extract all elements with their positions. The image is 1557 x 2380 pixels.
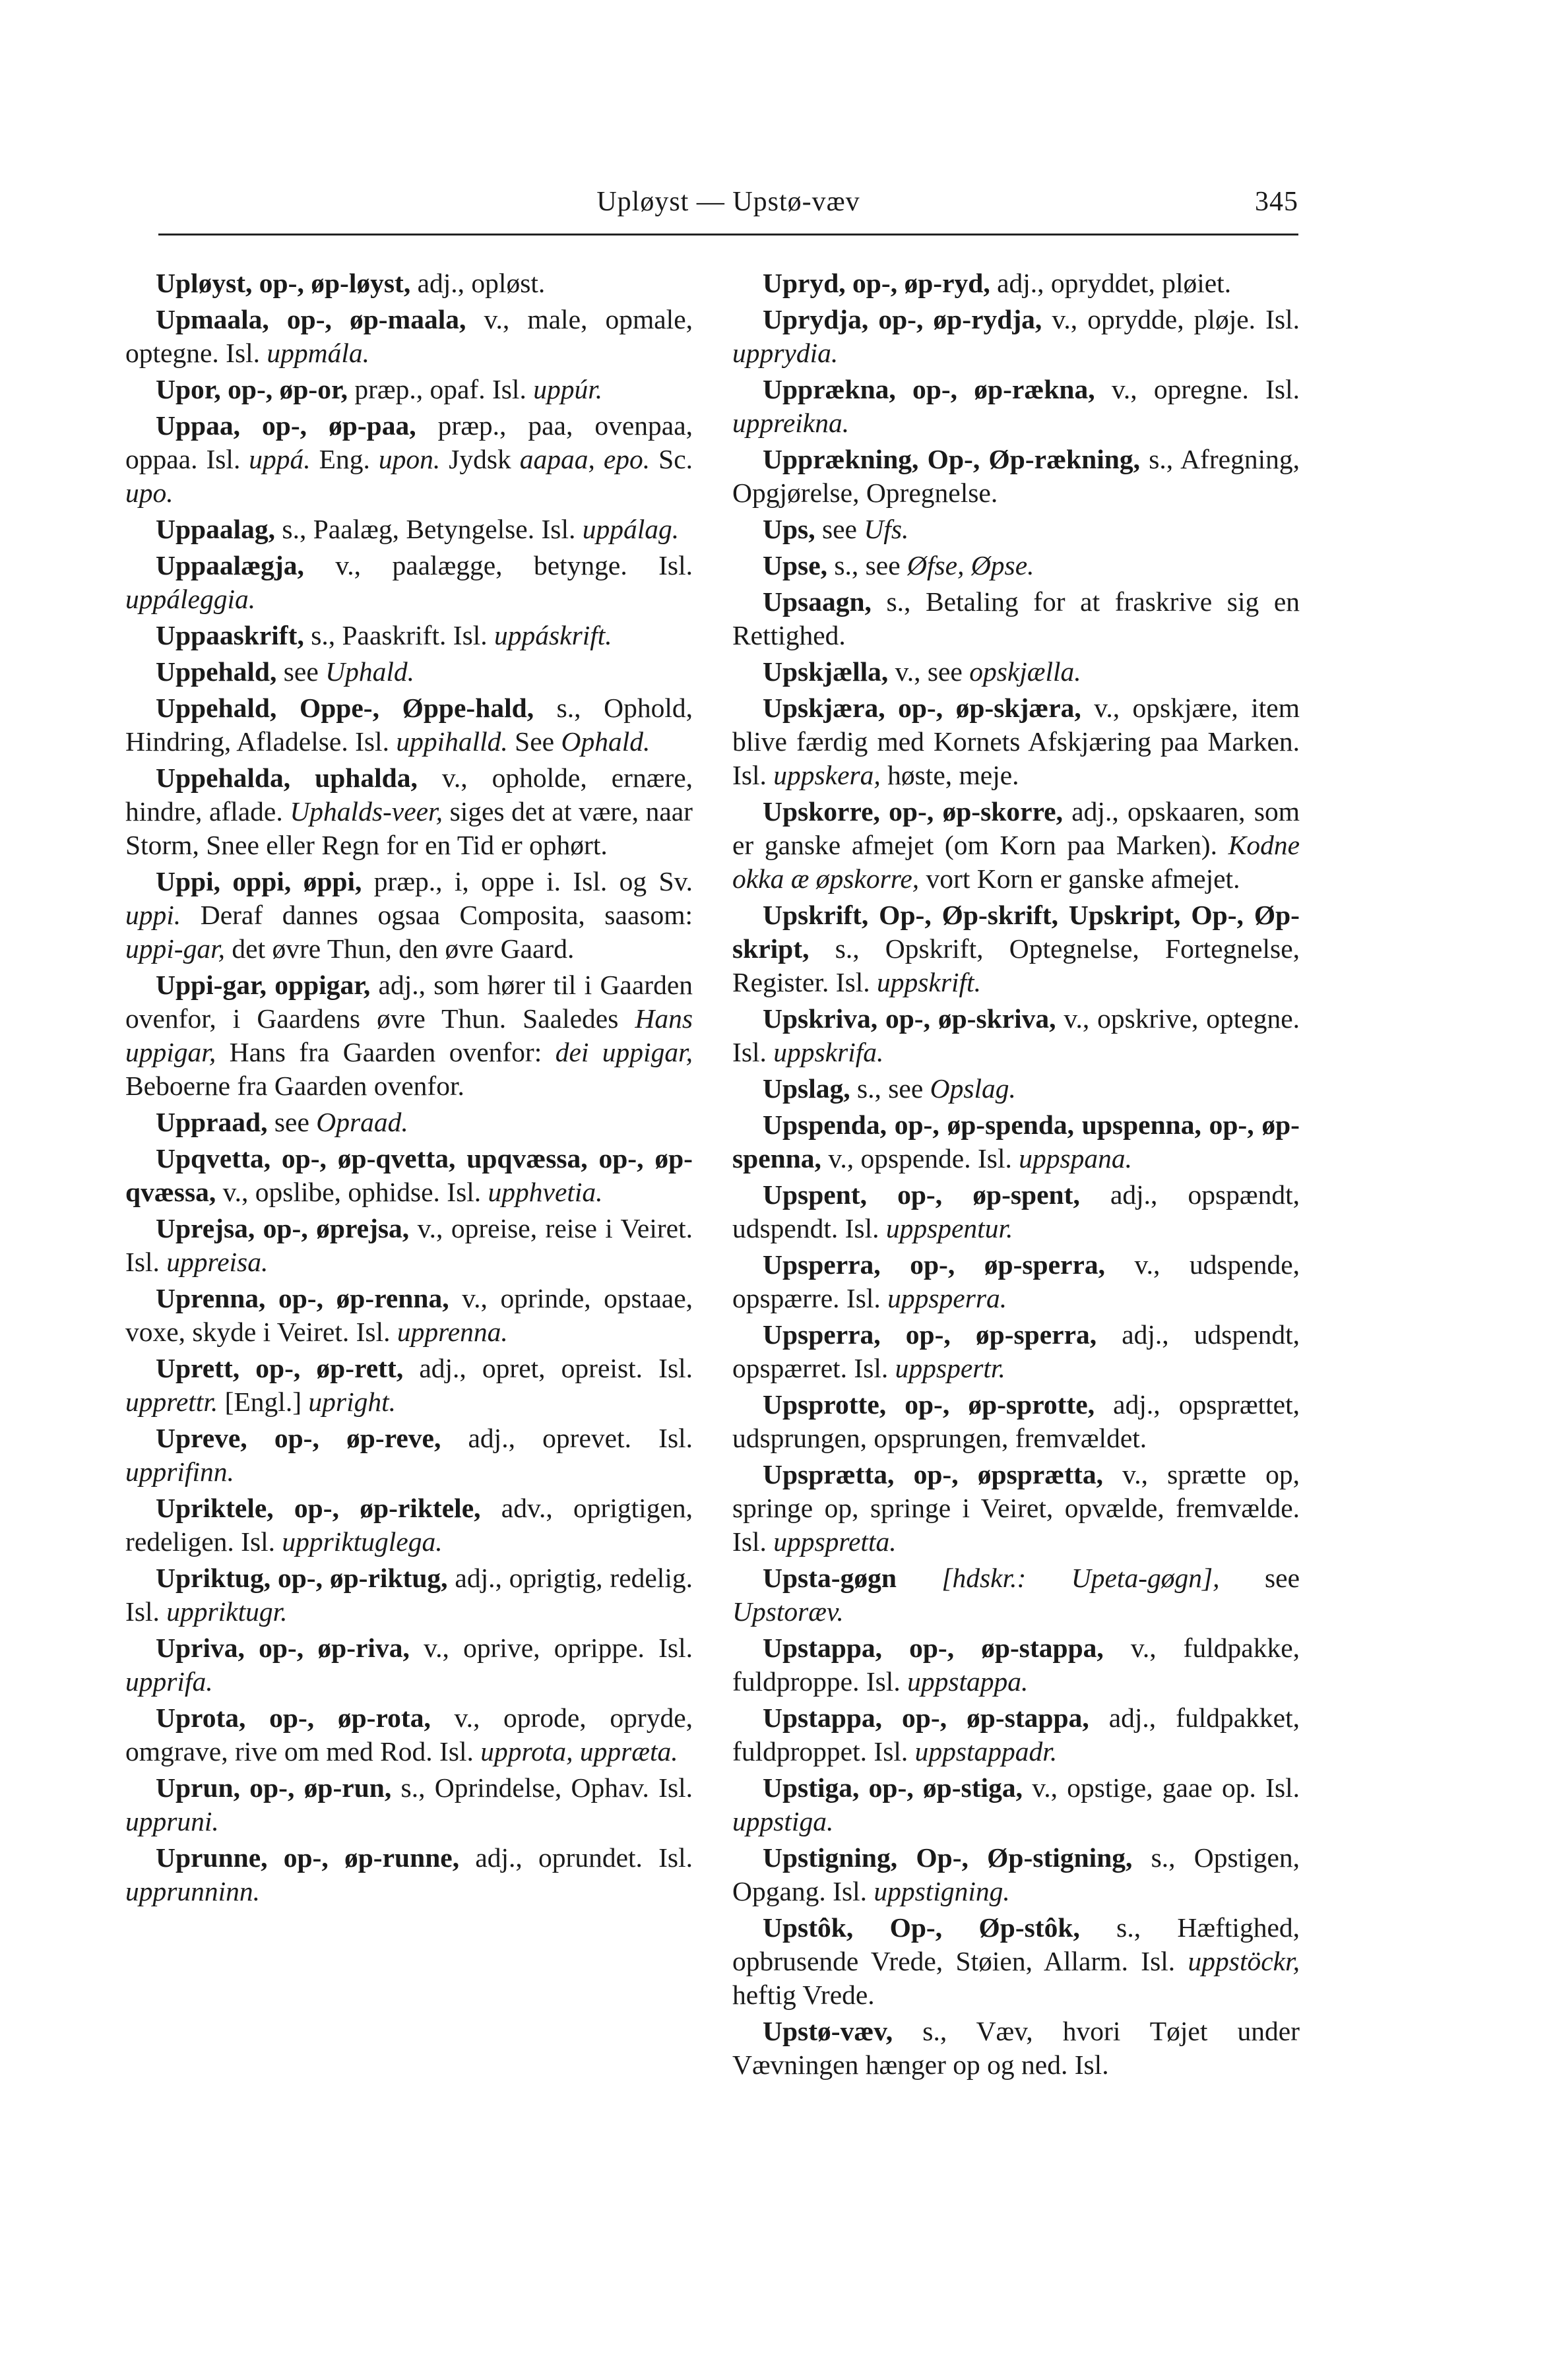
headword: Upsprotte, op-, øp-sprotte, <box>763 1389 1095 1420</box>
headword: Upriva, op-, øp-riva, <box>156 1633 410 1663</box>
dictionary-entry <box>732 1072 1300 1106</box>
headword: Uprenna, op-, øp-renna, <box>156 1283 449 1313</box>
dictionary-entry <box>732 2015 1300 2082</box>
entry-italic-text: uppmála. <box>267 338 369 368</box>
entry-italic-text: uppspentur. <box>885 1213 1013 1243</box>
entry-text: v., oprydde, pløje. Isl. <box>1042 304 1300 334</box>
dictionary-entry <box>125 549 693 616</box>
headword: Uppraad, <box>156 1107 268 1137</box>
entry-italic-text: uppsperra. <box>887 1283 1007 1313</box>
entry-text: s., Hæftighed, opbrusende Vrede, Støien, Allarm. Isl. <box>732 1912 1300 1976</box>
headword: Upor, op-, øp-or, <box>156 374 348 404</box>
entry-text: v., opreise, reise i Veiret. Isl. <box>125 1213 693 1277</box>
headword: Upse, <box>763 550 827 580</box>
headword: Uppaalag, <box>156 514 276 544</box>
entry-text: adj., oprevet. Isl. <box>441 1423 693 1453</box>
entry-italic-text: uppstappadr. <box>914 1736 1058 1767</box>
entry-text: v., paalægge, betynge. Isl. <box>303 550 693 580</box>
dictionary-entry <box>125 266 693 300</box>
dictionary-entry <box>125 1561 693 1629</box>
entry-italic-text: uppriktuglega. <box>282 1526 443 1557</box>
entry-text: v., oprinde, opstaae, voxe, skyde i Veiret. Isl. <box>125 1283 693 1347</box>
headword: Uprejsa, op-, øprejsa, <box>156 1213 410 1243</box>
headword: Upstiga, op-, øp-stiga, <box>763 1772 1023 1803</box>
entry-text: v., see <box>888 656 970 687</box>
dictionary-entry <box>125 655 693 689</box>
entry-italic-text: dei uppigar, <box>555 1037 693 1067</box>
entry-text: siges det at være, naar Storm, Snee eller Regn for en Tid er ophørt. <box>125 796 693 860</box>
entry-text: [Engl.] <box>224 1387 309 1417</box>
entry-text: præp., i, oppe i. Isl. og Sv. <box>362 866 693 896</box>
entry-italic-text: uppskera, <box>773 760 888 790</box>
entry-text: Jydsk <box>449 444 520 474</box>
entry-text: præp., paa, ovenpaa, oppaa. Isl. <box>125 410 693 474</box>
entry-text: v., opskrive, optegne. Isl. <box>732 1003 1300 1067</box>
headword: Upskrift, Op-, Øp-skrift, Upskript, Op-, Øp-skript, <box>732 900 1300 964</box>
entry-italic-text: uppá. <box>249 444 319 474</box>
dictionary-entry <box>125 1491 693 1559</box>
entry-text <box>897 1563 941 1593</box>
dictionary-entry <box>732 443 1300 510</box>
dictionary-entry <box>125 1701 693 1769</box>
dictionary-entry <box>732 1911 1300 2012</box>
entry-text: adj., oprigtig, redelig. Isl. <box>125 1563 693 1627</box>
headword: Uprydja, op-, øp-rydja, <box>763 304 1042 334</box>
dictionary-entry <box>125 409 693 510</box>
dictionary-entry <box>125 761 693 862</box>
headword: Ups, <box>763 514 815 544</box>
entry-italic-text: Kodne okka æ øpskorre, <box>732 830 1300 894</box>
headword: Uppehald, <box>156 656 277 687</box>
running-title: Upløyst — Upstø-væv <box>596 187 860 217</box>
entry-italic-text: upphvetia. <box>488 1177 603 1207</box>
entry-italic-text: uppruni. <box>125 1806 219 1836</box>
entry-text: v., fuldpakke, fuldproppe. Isl. <box>732 1633 1300 1697</box>
headword: Upsperra, op-, øp-sperra, <box>763 1249 1106 1280</box>
entry-text: see <box>267 1107 317 1137</box>
entry-italic-text: uppáskrift. <box>494 620 612 650</box>
dictionary-entry <box>125 373 693 406</box>
headword: Upmaala, op-, øp-maala, <box>156 304 466 334</box>
entry-italic-text: Upstoræv. <box>732 1596 844 1627</box>
headword: Uprunne, op-, øp-runne, <box>156 1842 460 1873</box>
headword: Upstø-væv, <box>763 2016 893 2046</box>
entry-text: det øvre Thun, den øvre Gaard. <box>232 933 575 964</box>
headword: Uppi-gar, oppigar, <box>156 970 371 1000</box>
entry-text: adj., opspændt, udspendt. Isl. <box>732 1179 1300 1243</box>
entry-italic-text: uppreikna. <box>732 408 850 438</box>
dictionary-entry <box>125 513 693 546</box>
entry-text: v., opstige, gaae op. Isl. <box>1022 1772 1300 1803</box>
dictionary-entry <box>732 373 1300 440</box>
entry-text: v., opregne. Isl. <box>1095 374 1300 404</box>
entry-text: s., see <box>827 550 908 580</box>
dictionary-entry <box>125 1631 693 1699</box>
dictionary-entry <box>732 691 1300 792</box>
entry-italic-text: upprettr. <box>125 1387 225 1417</box>
entry-text: Eng. <box>319 444 379 474</box>
entry-text: v., opslibe, ophidse. Isl. <box>216 1177 488 1207</box>
dictionary-entry <box>125 303 693 370</box>
entry-text: v., udspende, opspærre. Isl. <box>732 1249 1300 1313</box>
headword: Upspenda, op-, øp-spenda, upspenna, op-, øp-spenna, <box>732 1110 1300 1174</box>
entry-text: v., opholde, ernære, hindre, aflade. <box>125 763 693 827</box>
entry-text: præp., opaf. Isl. <box>347 374 534 404</box>
entry-text: v., oprode, opryde, omgrave, rive om med Rod. Isl. <box>125 1703 693 1767</box>
headword: Upsperra, op-, øp-sperra, <box>763 1319 1097 1350</box>
entry-italic-text: upprenna. <box>397 1317 508 1347</box>
entry-italic-text: uppi-gar, <box>125 933 232 964</box>
entry-text: See <box>515 726 561 757</box>
right-column <box>732 266 1300 2084</box>
headword: Uppaalægja, <box>156 550 304 580</box>
headword: Upreve, op-, øp-reve, <box>156 1423 441 1453</box>
entry-italic-text: uppihalld. <box>396 726 515 757</box>
entry-italic-text: Ufs. <box>864 514 909 544</box>
headword: Upsaagn, <box>763 586 872 617</box>
entry-text: s., Afregning, Opgjørelse, Opregnelse. <box>732 444 1300 508</box>
headword: Upryd, op-, øp-ryd, <box>763 268 990 298</box>
headword: Upriktug, op-, øp-riktug, <box>156 1563 448 1593</box>
headword: Uprett, op-, øp-rett, <box>156 1353 404 1383</box>
dictionary-entry <box>732 1701 1300 1769</box>
left-column <box>125 266 693 1911</box>
entry-text: v., opspende. Isl. <box>821 1143 1019 1174</box>
headword: Upstigning, Op-, Øp-stigning, <box>763 1842 1133 1873</box>
dictionary-entry <box>732 1178 1300 1245</box>
entry-italic-text: uppstöckr, <box>1188 1946 1300 1976</box>
dictionary-entry <box>732 1318 1300 1385</box>
dictionary-entry <box>125 691 693 759</box>
dictionary-entry <box>125 1841 693 1908</box>
entry-italic-text: aapaa, epo. <box>519 444 659 474</box>
dictionary-entry <box>732 1631 1300 1699</box>
entry-italic-text: uppúr. <box>533 374 603 404</box>
headword: Upskriva, op-, øp-skriva, <box>763 1003 1056 1034</box>
entry-text: s., Ophold, Hindring, Afladelse. Isl. <box>125 693 693 757</box>
dictionary-entry <box>732 303 1300 370</box>
entry-italic-text: uppskrift. <box>877 967 981 997</box>
entry-italic-text: uppspretta. <box>773 1526 897 1557</box>
dictionary-entry <box>732 266 1300 300</box>
entry-italic-text: upprota, uppræta. <box>480 1736 678 1767</box>
entry-text: v., sprætte op, springe op, springe i Veiret, opvælde, fremvælde. Isl. <box>732 1459 1300 1557</box>
entry-italic-text: upright. <box>308 1387 397 1417</box>
entry-italic-text: uppstigning. <box>874 1876 1010 1906</box>
dictionary-entry <box>732 898 1300 999</box>
entry-italic-text: Uphald. <box>325 656 414 687</box>
page-number: 345 <box>1255 187 1298 217</box>
entry-text: høste, meje. <box>887 760 1019 790</box>
entry-italic-text: uppáleggia. <box>125 584 256 614</box>
headword: Uppehalda, uphalda, <box>156 763 418 793</box>
entry-text: see <box>815 514 864 544</box>
entry-italic-text: Uphalds-veer, <box>290 796 450 827</box>
dictionary-entry <box>125 865 693 966</box>
entry-text: Deraf dannes ogsaa Composita, saasom: <box>200 900 693 930</box>
dictionary-entry <box>125 1106 693 1139</box>
headword: Upprækning, Op-, Øp-rækning, <box>763 444 1140 474</box>
entry-italic-text: upprydia. <box>732 338 839 368</box>
entry-text: s., Væv, hvori Tøjet under Vævningen hænger op og ned. Isl. <box>732 2016 1300 2080</box>
entry-text: Sc. <box>658 444 693 474</box>
entry-text: adj., som hører til i Gaarden ovenfor, i Gaardens øvre Thun. Saaledes <box>125 970 693 1034</box>
entry-italic-text: uppskrifa. <box>773 1037 884 1067</box>
entry-italic-text: uppspertr. <box>895 1353 1005 1383</box>
dictionary-entry <box>732 1248 1300 1315</box>
entry-text: see <box>276 656 326 687</box>
dictionary-entry <box>732 585 1300 652</box>
entry-italic-text: upprifinn. <box>125 1456 234 1487</box>
entry-text: s., Opskrift, Optegnelse, Fortegnelse, Register. Isl. <box>732 933 1300 997</box>
headword: Uppaa, op-, øp-paa, <box>156 410 416 441</box>
entry-italic-text: upon. <box>378 444 449 474</box>
entry-italic-text: upprifa. <box>125 1666 213 1697</box>
entry-text: v., male, opmale, optegne. Isl. <box>125 304 693 368</box>
entry-italic-text: uppriktugr. <box>166 1596 288 1627</box>
entry-text: adj., opret, opreist. Isl. <box>403 1353 693 1383</box>
entry-text: heftig Vrede. <box>732 1980 875 2010</box>
headword: Uprota, op-, øp-rota, <box>156 1703 431 1733</box>
entry-text: adj., opryddet, pløiet. <box>990 268 1232 298</box>
entry-text: adj., opskaaren, som er ganske afmejet (om Korn paa Marken). <box>732 796 1300 860</box>
entry-italic-text: Opslag. <box>930 1073 1016 1104</box>
entry-italic-text: upprunninn. <box>125 1876 261 1906</box>
entry-italic-text: [hdskr.: Upeta-gøgn], <box>941 1563 1265 1593</box>
entry-italic-text: uppi. <box>125 900 201 930</box>
running-head <box>158 186 1298 223</box>
entry-text: see <box>1265 1563 1300 1593</box>
entry-text: s., Opstigen, Opgang. Isl. <box>732 1842 1300 1906</box>
entry-italic-text: Øfse, Øpse. <box>907 550 1034 580</box>
headword: Upsprætta, op-, øpsprætta, <box>763 1459 1103 1489</box>
entry-text: s., Paalæg, Betyngelse. Isl. <box>275 514 583 544</box>
entry-text: adj., opløst. <box>410 268 546 298</box>
headword: Upskjælla, <box>763 656 889 687</box>
headword: Uppaaskrift, <box>156 620 304 650</box>
entry-text: adj., oprundet. Isl. <box>459 1842 693 1873</box>
dictionary-entry <box>125 1352 693 1419</box>
entry-text: Beboerne fra Gaarden ovenfor. <box>125 1071 464 1101</box>
headword: Upprækna, op-, øp-rækna, <box>763 374 1095 404</box>
entry-text: s., Oprindelse, Ophav. Isl. <box>391 1772 693 1803</box>
dictionary-entry <box>125 1422 693 1489</box>
entry-italic-text: Hans uppigar, <box>125 1003 693 1067</box>
dictionary-entry <box>732 1458 1300 1559</box>
dictionary-entry <box>125 968 693 1103</box>
entry-italic-text: Opraad. <box>316 1107 408 1137</box>
dictionary-entry <box>732 1771 1300 1838</box>
headword: Upsta-gøgn <box>763 1563 897 1593</box>
headword: Upstappa, op-, øp-stappa, <box>763 1633 1104 1663</box>
headword: Uppi, oppi, øppi, <box>156 866 362 896</box>
dictionary-entry <box>125 619 693 652</box>
entry-text: vort Korn er ganske afmejet. <box>926 863 1240 894</box>
headword: Uppehald, Oppe-, Øppe-hald, <box>156 693 534 723</box>
dictionary-entry <box>732 1841 1300 1908</box>
entry-italic-text: Ophald. <box>561 726 651 757</box>
headword: Upriktele, op-, øp-riktele, <box>156 1493 481 1523</box>
entry-text: adv., oprigtigen, redeligen. Isl. <box>125 1493 693 1557</box>
entry-text: Hans fra Gaarden ovenfor: <box>229 1037 556 1067</box>
dictionary-entry <box>732 655 1300 689</box>
dictionary-entry <box>732 1388 1300 1455</box>
dictionary-entry <box>732 513 1300 546</box>
entry-italic-text: uppstappa. <box>907 1666 1029 1697</box>
headword: Uprun, op-, øp-run, <box>156 1772 392 1803</box>
dictionary-entry <box>125 1771 693 1838</box>
entry-text: v., oprive, oprippe. Isl. <box>409 1633 693 1663</box>
headword: Upskjæra, op-, øp-skjæra, <box>763 693 1081 723</box>
header-rule <box>158 234 1298 235</box>
headword: Upslag, <box>763 1073 850 1104</box>
entry-italic-text: uppálag. <box>582 514 680 544</box>
entry-italic-text: opskjælla. <box>969 656 1081 687</box>
dictionary-entry <box>732 549 1300 582</box>
entry-italic-text: uppstiga. <box>732 1806 834 1836</box>
entry-text: s., Paaskrift. Isl. <box>303 620 494 650</box>
headword: Upspent, op-, øp-spent, <box>763 1179 1080 1210</box>
entry-italic-text: uppspana. <box>1019 1143 1133 1174</box>
entry-text: s., see <box>850 1073 930 1104</box>
headword: Upskorre, op-, øp-skorre, <box>763 796 1063 827</box>
entry-text: s., Betaling for at fraskrive sig en Rettighed. <box>732 586 1300 650</box>
entry-text: v., opskjære, item blive færdig med Kornets Afskjæring paa Marken. Isl. <box>732 693 1300 790</box>
headword: Upstôk, Op-, Øp-stôk, <box>763 1912 1080 1943</box>
headword: Upløyst, op-, øp-løyst, <box>156 268 411 298</box>
dictionary-entry <box>732 795 1300 896</box>
entry-text: adj., udspendt, opspærret. Isl. <box>732 1319 1300 1383</box>
dictionary-entry <box>125 1212 693 1279</box>
dictionary-entry <box>125 1142 693 1209</box>
entry-text: adj., fuldpakket, fuldproppet. Isl. <box>732 1703 1300 1767</box>
dictionary-entry <box>125 1282 693 1349</box>
entry-italic-text: upo. <box>125 478 174 508</box>
entry-text: adj., opsprættet, udsprungen, opsprungen, fremvældet. <box>732 1389 1300 1453</box>
headword: Upstappa, op-, øp-stappa, <box>763 1703 1089 1733</box>
dictionary-entry <box>732 1002 1300 1069</box>
headword: Upqvetta, op-, øp-qvetta, upqvæssa, op-, øp-qvæssa, <box>125 1143 693 1207</box>
dictionary-entry <box>732 1561 1300 1629</box>
entry-italic-text: uppreisa. <box>166 1247 269 1277</box>
dictionary-entry <box>732 1108 1300 1175</box>
